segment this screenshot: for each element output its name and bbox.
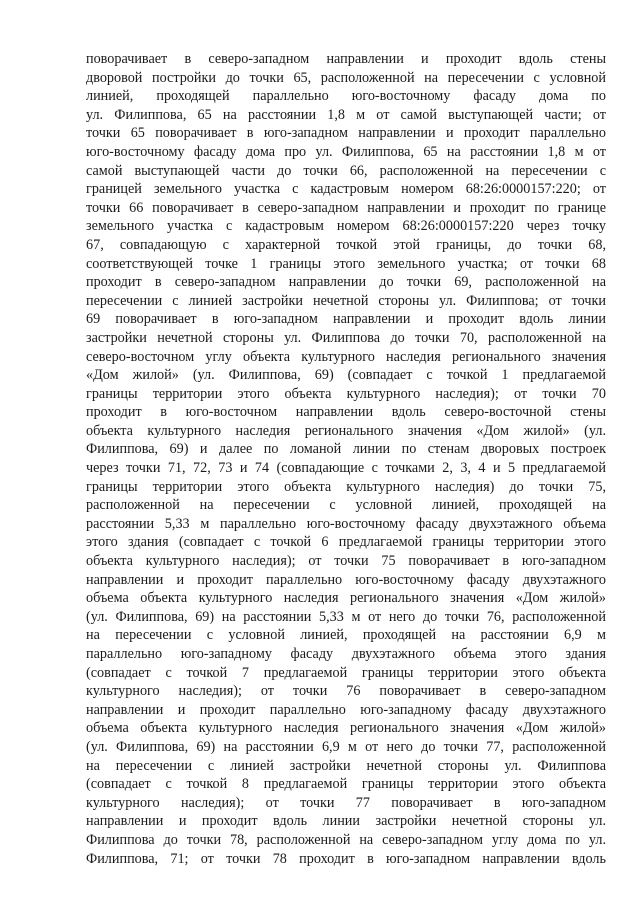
text-line: объекта культурного наследия); от точки 75 поворачивает в юго-западном bbox=[86, 553, 606, 570]
text-line: (ул. Филиппова, 69) на расстоянии 6,9 м от него до точки 77, расположенной bbox=[86, 738, 606, 755]
text-line: расположенной на пересечении с условной линией, проходящей на bbox=[86, 497, 606, 514]
text-line: ул. Филиппова, 65 на расстоянии 1,8 м от самой выступающей части; от bbox=[86, 106, 606, 123]
text-line: (ул. Филиппова, 69) на расстоянии 5,33 м от него до точки 76, расположенной bbox=[86, 608, 606, 625]
text-line: границы территории этого объекта культурного наследия) до точки 75, bbox=[86, 478, 606, 495]
text-line: Филиппова, 71; от точки 78 проходит в юго-западном направлении вдоль bbox=[86, 850, 606, 867]
text-line: застройки нечетной стороны ул. Филиппова до точки 70, расположенной на bbox=[86, 329, 606, 346]
text-line: северо-восточном углу объекта культурного наследия регионального значения bbox=[86, 348, 606, 365]
text-line: соответствующей точке 1 границы этого земельного участка; от точки 68 bbox=[86, 255, 606, 272]
text-line: проходит в юго-восточном направлении вдоль северо-восточной стены bbox=[86, 404, 606, 421]
text-line: (совпадает с точкой 8 предлагаемой границы территории этого объекта bbox=[86, 776, 606, 793]
text-line: направлении и проходит вдоль линии застройки нечетной стороны ул. bbox=[86, 813, 606, 830]
text-line: Филиппова, 69) и далее по ломаной линии по стенам дворовых построек bbox=[86, 441, 606, 458]
text-line: расстоянии 5,33 м параллельно юго-восточному фасаду двухэтажного объема bbox=[86, 515, 606, 532]
text-line: параллельно юго-западному фасаду двухэтажного объема этого здания bbox=[86, 646, 606, 662]
text-line: направлении и проходит параллельно юго-западному фасаду двухэтажного bbox=[86, 701, 606, 718]
text-line: пересечении с линией застройки нечетной стороны ул. Филиппова; от точки bbox=[86, 292, 606, 309]
text-line: границы территории этого объекта культурного наследия); от точки 70 bbox=[86, 385, 606, 402]
text-line: границей земельного участка с кадастровым номером 68:26:0000157:220; от bbox=[86, 181, 606, 198]
text-line: линией, проходящей параллельно юго-восточному фасаду дома по bbox=[86, 88, 606, 105]
text-line: точки 66 поворачивает в северо-западном направлении и проходит по границе bbox=[86, 199, 606, 216]
text-line: Филиппова до точки 78, расположенной на северо-западном углу дома по ул. bbox=[86, 831, 606, 848]
text-line: культурного наследия); от точки 77 поворачивает в юго-западном bbox=[86, 794, 606, 811]
text-line: «Дом жилой» (ул. Филиппова, 69) (совпадает с точкой 1 предлагаемой bbox=[86, 367, 606, 384]
text-line: этого здания (совпадает с точкой 6 предлагаемой границы территории этого bbox=[86, 534, 606, 551]
text-line: точки 65 поворачивает в юго-западном направлении и проходит параллельно bbox=[86, 125, 606, 142]
text-line: объекта культурного наследия регионального значения «Дом жилой» (ул. bbox=[86, 422, 606, 439]
text-line: культурного наследия); от точки 76 поворачивает в северо-западном bbox=[86, 683, 606, 700]
text-line: дворовой постройки до точки 65, расположенной на пересечении с условной bbox=[86, 69, 606, 86]
text-line: самой выступающей части до точки 66, расположенной на пересечении с bbox=[86, 162, 606, 179]
text-line: объема объекта культурного наследия регионального значения «Дом жилой» bbox=[86, 590, 606, 607]
text-line: земельного участка с кадастровым номером 68:26:0000157:220 через точку bbox=[86, 218, 606, 235]
text-line: через точки 71, 72, 73 и 74 (совпадающие с точками 2, 3, 4 и 5 предлагаемой bbox=[86, 460, 606, 477]
text-line: проходит в северо-западном направлении до точки 69, расположенной на bbox=[86, 274, 606, 291]
text-line: 67, совпадающую с характерной точкой этой границы, до точки 68, bbox=[86, 236, 606, 253]
text-line: объема объекта культурного наследия регионального значения «Дом жилой» bbox=[86, 720, 606, 737]
text-line: поворачивает в северо-западном направлении и проходит вдоль стены bbox=[86, 51, 606, 67]
text-line: направлении и проходит параллельно юго-восточному фасаду двухэтажного bbox=[86, 571, 606, 588]
text-line: (совпадает с точкой 7 предлагаемой границы территории этого объекта bbox=[86, 664, 606, 681]
text-line: на пересечении с линией застройки нечетной стороны ул. Филиппова bbox=[86, 757, 606, 774]
text-line: юго-восточному фасаду дома про ул. Филиппова, 65 на расстоянии 1,8 м от bbox=[86, 143, 606, 160]
text-line: на пересечении с условной линией, проходящей на расстоянии 6,9 м bbox=[86, 627, 606, 644]
text-line: 69 поворачивает в юго-западном направлении и проходит вдоль линии bbox=[86, 311, 606, 328]
body-paragraph bbox=[86, 50, 606, 868]
